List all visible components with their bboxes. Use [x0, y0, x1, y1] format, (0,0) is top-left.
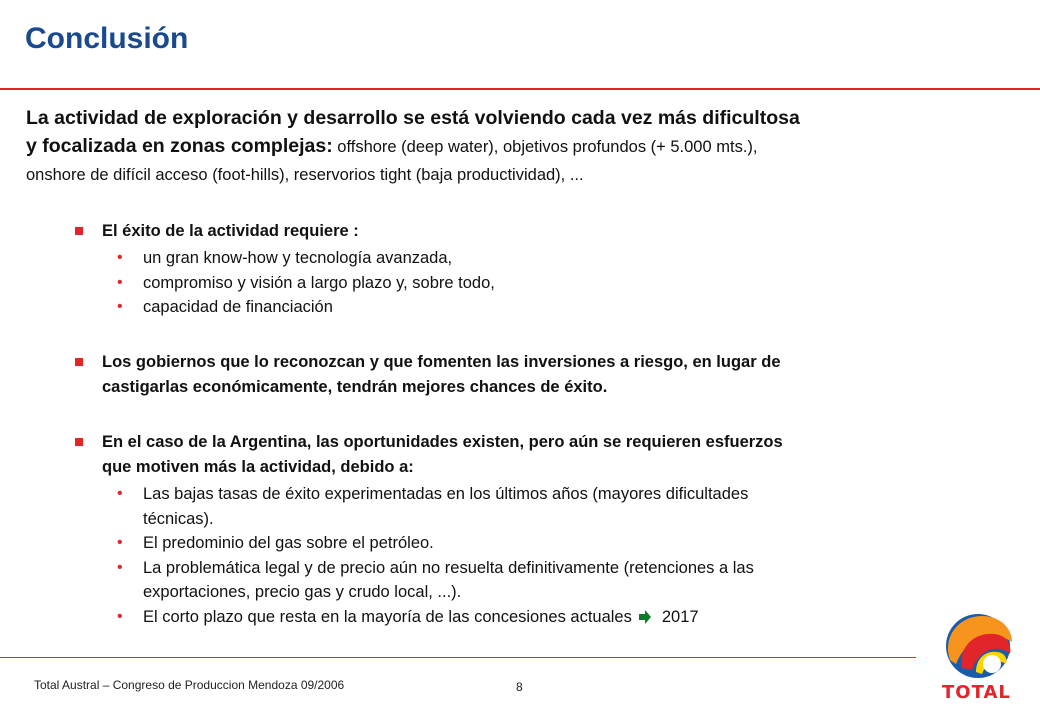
section-heading-line-1: Los gobiernos que lo reconozcan y que fomenten las inversiones a riesgo, en lugar de [102, 353, 781, 371]
page-number: 8 [516, 680, 523, 694]
footer-text: Total Austral – Congreso de Produccion Mendoza 09/2006 [34, 678, 345, 692]
list-item-text: El corto plazo que resta en la mayoría de las concesiones actuales [143, 607, 632, 626]
list-item-text: Las bajas tasas de éxito experimentadas en los últimos años (mayores dificultades [143, 485, 749, 503]
dot-bullet-icon: • [117, 558, 123, 576]
section-heading-line-1: En el caso de la Argentina, las oportunidades existen, pero aún se requieren esfuerzos [102, 433, 783, 451]
section-gobiernos [75, 350, 781, 400]
list-item-text-cont: técnicas). [143, 509, 214, 528]
dot-bullet-icon: • [117, 249, 123, 266]
dot-bullet-icon: • [117, 534, 123, 551]
intro-line-2-rest: offshore (deep water), objetivos profundos (+ 5.000 mts.), [332, 138, 758, 156]
intro-line-2-bold: y focalizada en zonas complejas: [26, 135, 333, 157]
list-item [75, 605, 783, 630]
dot-bullet-icon: • [117, 607, 123, 625]
list-item [75, 482, 783, 531]
list-item [75, 271, 495, 296]
sub-list [75, 246, 495, 320]
list-item [75, 246, 495, 271]
section-heading-text: El éxito de la actividad requiere : [102, 222, 359, 240]
list-item-text: un gran know-how y tecnología avanzada, [143, 249, 453, 267]
section-heading [75, 350, 781, 400]
list-item-text: compromiso y visión a largo plazo y, sobre todo, [143, 273, 495, 292]
section-heading [75, 219, 495, 244]
intro-line-2 [26, 132, 1016, 162]
dot-bullet-icon: • [117, 298, 123, 315]
dot-bullet-icon: • [117, 485, 123, 502]
list-item-text: La problemática legal y de precio aún no resuelta definitivamente (retenciones a las [143, 558, 754, 577]
section-heading-line-2: castigarlas económicamente, tendrán mejores chances de éxito. [102, 378, 608, 396]
dot-bullet-icon: • [117, 273, 123, 291]
section-exito [75, 219, 495, 320]
list-item-text-cont: exportaciones, precio gas y crudo local, ...). [143, 583, 462, 601]
list-item-text: capacidad de financiación [143, 298, 333, 316]
list-item-text: El predominio del gas sobre el petróleo. [143, 534, 434, 552]
section-argentina [75, 430, 783, 629]
section-heading-line-2: que motiven más la actividad, debido a: [102, 458, 414, 476]
square-bullet-icon [75, 358, 83, 366]
arrow-right-icon [638, 610, 652, 624]
intro-line-3: onshore de difícil acceso (foot-hills), reservorios tight (baja productividad), ... [26, 166, 584, 184]
intro-line-1: La actividad de exploración y desarrollo se está volviendo cada vez más dificultosa [26, 107, 800, 129]
square-bullet-icon [75, 438, 83, 446]
header-divider [0, 88, 1040, 90]
intro-paragraph [26, 104, 1016, 188]
section-heading [75, 430, 783, 480]
list-item [75, 531, 783, 556]
page-title: Conclusión [25, 22, 189, 55]
sub-list [75, 482, 783, 629]
concession-year: 2017 [661, 607, 699, 626]
list-item [75, 295, 495, 320]
square-bullet-icon [75, 227, 83, 235]
footer-divider [0, 657, 916, 658]
list-item [75, 556, 783, 605]
logo-wordmark: TOTAL [942, 682, 1011, 703]
